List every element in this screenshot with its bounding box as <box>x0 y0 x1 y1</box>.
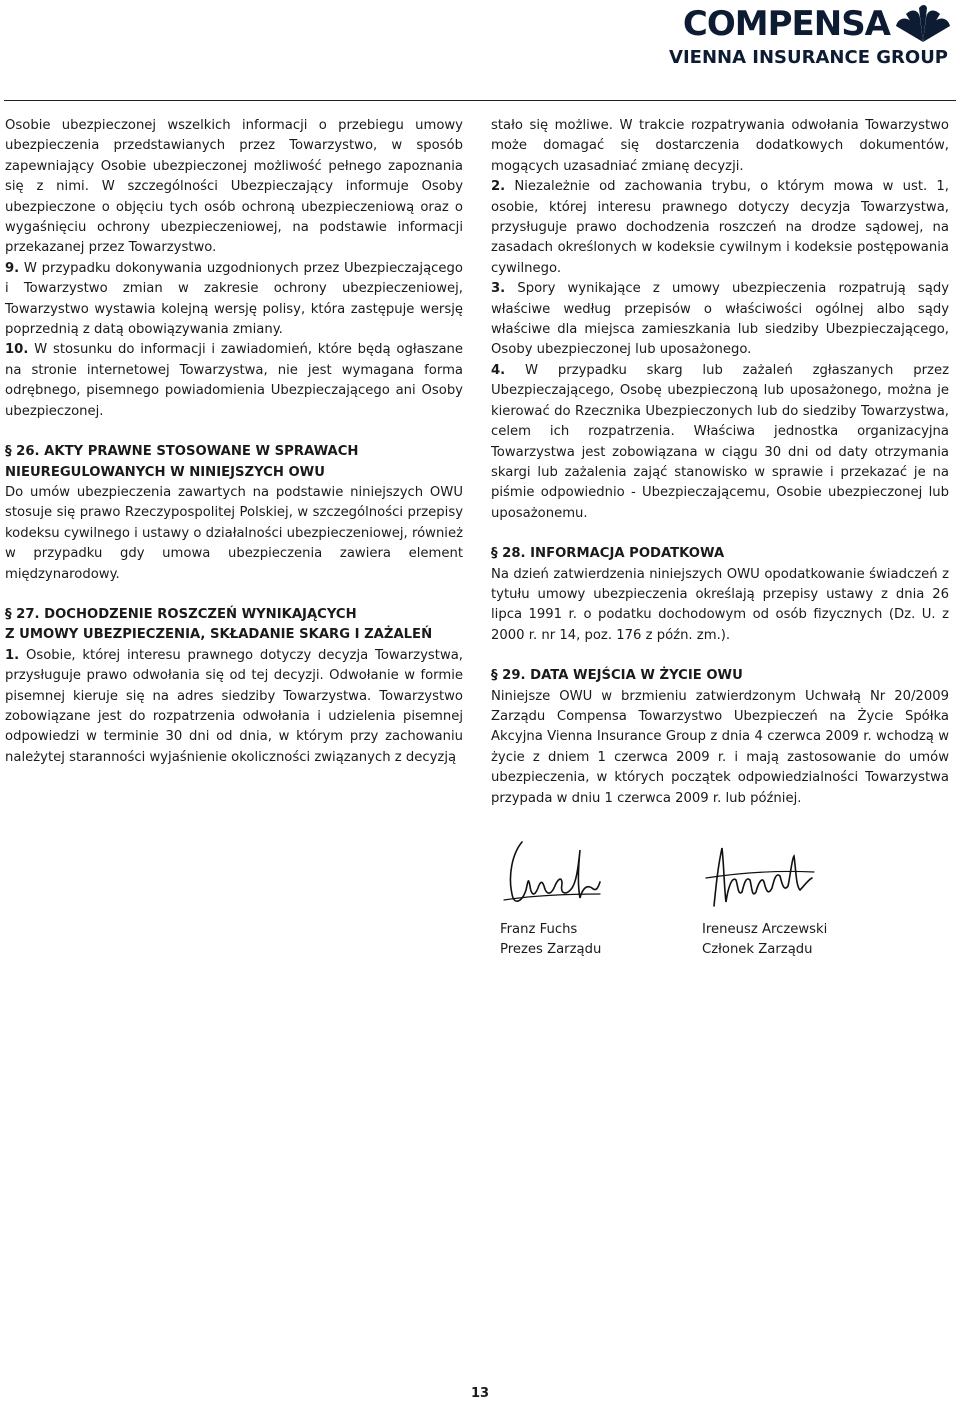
right-column <box>491 116 949 809</box>
section-27-heading <box>5 605 463 646</box>
signatory-role: Członek Zarządu <box>702 942 813 958</box>
paragraph-text: W przypadku skarg lub zażaleń zgłaszanych przez Ubezpieczającego, Osobę ubezpieczoną lub uposażonego, można je kierować do Rzecznika Ubezpieczonych lub do siedziby Towarzystwa, celem ich rozpatrzenia. Właściwa jednostka organizacyjna Towarzystwa jest zobowiązana w ciągu 30 dni od daty otrzymania skargi lub zażalenia zająć stanowisko w sprawie i przekazać je na piśmie odpowiednio - Ubezpieczającemu, Osobie ubezpieczonej lub uposażonemu. <box>491 362 949 521</box>
section-27-paragraph-3 <box>491 279 949 361</box>
section-26-heading <box>5 442 463 483</box>
paragraph-text: Osobie, której interesu prawnego dotyczy decyzja Towarzystwa, przysługuje prawo odwołania się od tej decyzji. Odwołanie w formie pisemnej kieruje się na adres siedziby Towarzystwa. Towarzystwo zobowiązane jest do rozpatrzenia odwołania i udzielenia pisemnej odpowiedzi w terminie 30 dni od dnia, w którym przy zachowaniu należytej staranności wyjaśnienie okoliczności związanych z decyzją <box>5 647 463 765</box>
section-29-heading: § 29. DATA WEJŚCIA W ŻYCIE OWU <box>491 668 743 684</box>
paragraph-9 <box>5 259 463 341</box>
page-number: 13 <box>470 1386 490 1401</box>
paragraph-number: 1. <box>5 647 20 663</box>
handwritten-signature-arczewski <box>702 836 882 920</box>
left-column <box>5 116 463 768</box>
paragraph-text: Niezależnie od zachowania trybu, o którym mowa w ust. 1, osobie, której interesu prawnego dotyczy decyzja Towarzystwa, przysługuje prawo dochodzenia roszczeń na drodze sądowej, na zasadach określonych w kodeksie cywilnym i kodeksie postępowania cywilnego. <box>491 179 949 276</box>
section-27-paragraph-2 <box>491 177 949 279</box>
paragraph-text: Spory wynikające z umowy ubezpieczenia rozpatrują sądy właściwe według przepisów o właściwości ogólnej albo sądy właściwe dla miejsca zamieszkania lub siedziby Ubezpieczającego, Osoby ubezpieczonej lub uposażonego. <box>491 281 949 358</box>
paragraph-10 <box>5 340 463 422</box>
paragraph-intro: Osobie ubezpieczonej wszelkich informacji o przebiegu umowy ubezpieczenia przedstawianych przez Towarzystwo, w sposób zapewniający Osobie ubezpieczonej możliwość pełnego zapoznania się z nimi. W szczególności Ubezpieczający informuje Osoby ubezpieczone o objęciu tych osób ochroną ubezpieczeniową oraz o wygaśnięciu ochrony ubezpieczeniowej, na podstawie informacji przekazanej przez Towarzystwo. <box>5 118 463 256</box>
section-27-paragraph-4 <box>491 361 949 524</box>
section-29-text: Niniejsze OWU w brzmieniu zatwierdzonym Uchwałą Nr 20/2009 Zarządu Compensa Towarzystwo Ubezpieczeń na Życie Spółka Akcyjna Vienna Insurance Group z dnia 4 czerwca 2009 r. wchodzą w życie z dniem 1 czerwca 2009 r. i mają zastosowanie do umów ubezpieczenia, w których początek odpowiedzialności Towarzystwa przypada w dniu 1 czerwca 2009 r. lub później. <box>491 688 949 806</box>
paragraph-text: W przypadku dokonywania uzgodnionych przez Ubezpieczającego i Towarzystwo zmian w zakresie ochrony ubezpieczeniowej, Towarzystwo wystawia kolejną wersję polisy, która zastępuje wersję poprzednią z datą obowiązywania zmiany. <box>5 260 463 338</box>
signatory-name: Franz Fuchs <box>500 922 578 937</box>
header-divider <box>4 100 956 101</box>
handwritten-signature-fuchs <box>500 836 680 920</box>
section-28-text: Na dzień zatwierdzenia niniejszych OWU opodatkowanie świadczeń z tytułu umowy ubezpieczenia określają przepisy ustawy z dnia 26 lipca 1991 r. o podatku dochodowym od osób fizycznych (Dz. U. z 2000 r. nr 14, poz. 176 z późn. zm.). <box>491 566 949 643</box>
signature-2 <box>702 836 882 961</box>
shell-logo-icon <box>892 4 954 44</box>
paragraph-number: 2. <box>491 179 506 195</box>
paragraph-number: 3. <box>491 281 506 297</box>
heading-line: § 27. DOCHODZENIE ROSZCZEŃ WYNIKAJĄCYCH <box>5 606 357 622</box>
section-27-paragraph-1 <box>5 646 463 768</box>
signature-1 <box>500 836 680 961</box>
signatory-role: Prezes Zarządu <box>500 942 602 958</box>
compensa-logo <box>654 4 954 68</box>
section-26-text: Do umów ubezpieczenia zawartych na podstawie niniejszych OWU stosuje się prawo Rzeczypospolitej Polskiej, w szczególności przepisy kodeksu cywilnego i ustawy o działalności ubezpieczeniowej, również w przypadku gdy umowa ubezpieczenia zawiera element międzynarodowy. <box>5 484 463 582</box>
paragraph-number: 4. <box>491 362 506 378</box>
heading-line: § 26. AKTY PRAWNE STOSOWANE W SPRAWACH <box>5 444 359 460</box>
paragraph-number: 10. <box>5 342 29 358</box>
section-28-heading: § 28. INFORMACJA PODATKOWA <box>491 546 725 562</box>
logo-wordmark: COMPENSA <box>682 4 890 44</box>
signatory-name: Ireneusz Arczewski <box>702 922 828 937</box>
signatures-block <box>496 836 856 976</box>
logo-tagline: VIENNA INSURANCE GROUP <box>669 47 948 68</box>
heading-line: Z UMOWY UBEZPIECZENIA, SKŁADANIE SKARG I ZAŻALEŃ <box>5 627 433 643</box>
heading-line: NIEUREGULOWANYCH W NINIEJSZYCH OWU <box>5 464 325 480</box>
paragraph-continued: stało się możliwe. W trakcie rozpatrywania odwołania Towarzystwo może domagać się dostarczenia dodatkowych dokumentów, mogących uzasadniać zmianę decyzji. <box>491 118 949 174</box>
paragraph-text: W stosunku do informacji i zawiadomień, które będą ogłaszane na stronie internetowej Towarzystwa, nie jest wymagana forma odrębnego, pisemnego powiadomienia Ubezpieczającego ani Osoby ubezpieczonej. <box>5 342 463 419</box>
paragraph-number: 9. <box>5 260 20 276</box>
